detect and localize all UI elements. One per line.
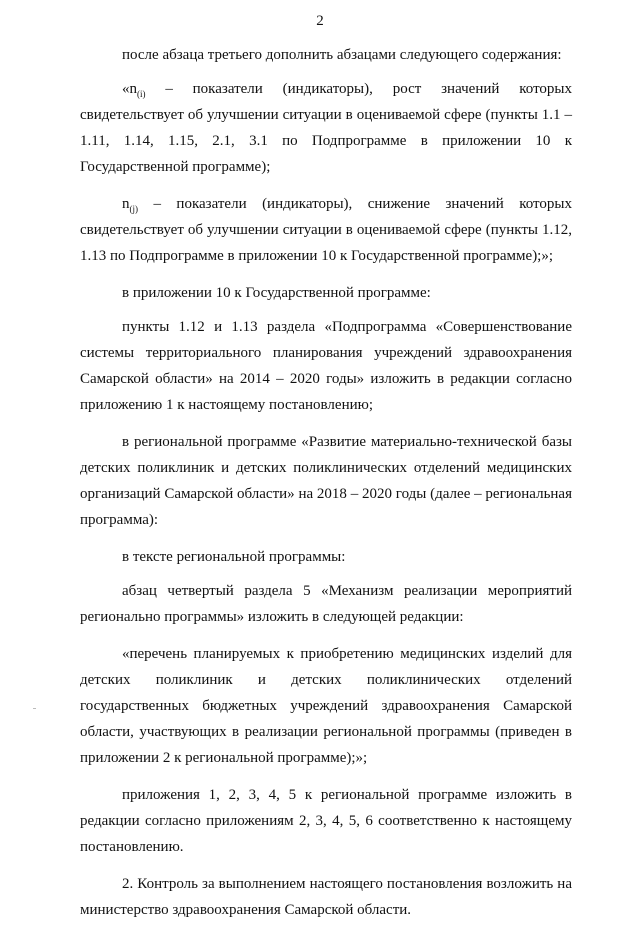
paragraph-items-1-12-1-13: пункты 1.12 и 1.13 раздела «Подпрограмма «Совершенствование системы территориального планирования учреждений здравоохранения Самарской области» на 2014 – 2020 годы» изложить в редакции согласно приложению 1 к настоящему постановлению; bbox=[80, 319, 572, 413]
paragraph-intro: после абзаца третьего дополнить абзацами следующего содержания: bbox=[122, 47, 562, 63]
paragraph-appendix-10: в приложении 10 к Государственной программе: bbox=[122, 285, 431, 301]
paragraph-section-5: абзац четвертый раздела 5 «Механизм реализации мероприятий регионально программы» изложить в следующей редакции: bbox=[80, 583, 572, 625]
indicator-symbol: n bbox=[122, 196, 130, 212]
scan-margin-mark bbox=[33, 708, 36, 709]
paragraph-regional-program-text: в тексте региональной программы: bbox=[122, 549, 346, 565]
paragraph-control: 2. Контроль за выполнением настоящего постановления возложить на министерство здравоохранения Самарской области. bbox=[80, 876, 572, 918]
indicator-description: – показатели (индикаторы), рост значений которых свидетельствует об улучшении ситуации в оцениваемой сфере (пункты 1.1 – 1.11, 1.14, 1.15, 2.1, 3.1 по Подпрограмме в приложении 10 к Государственной программе); bbox=[80, 81, 572, 175]
paragraph-indicator-growth bbox=[80, 76, 572, 180]
document-body bbox=[80, 42, 572, 934]
indicator-subscript: (i) bbox=[137, 89, 146, 99]
indicator-description: – показатели (индикаторы), снижение значений которых свидетельствует об улучшении ситуации в оцениваемой сфере (пункты 1.12, 1.13 по Подпрограмме в приложении 10 к Государственной программе);»; bbox=[80, 196, 572, 264]
indicator-symbol: «n bbox=[122, 81, 137, 97]
paragraph-indicator-decline bbox=[80, 191, 572, 269]
page-number: 2 bbox=[316, 13, 324, 29]
indicator-subscript: (j) bbox=[129, 204, 138, 214]
paragraph-regional-program: в региональной программе «Развитие материально-технической базы детских поликлиник и детских поликлинических отделений медицинских организаций Самарской области» на 2018 – 2020 годы (далее – региональная программа): bbox=[80, 434, 572, 528]
paragraph-appendices: приложения 1, 2, 3, 4, 5 к региональной программе изложить в редакции согласно приложениям 2, 3, 4, 5, 6 соответственно к настоящему постановлению. bbox=[80, 787, 572, 855]
paragraph-medical-devices-list: «перечень планируемых к приобретению медицинских изделий для детских поликлиник и детских поликлинических отделений государственных бюджетных учреждений здравоохранения Самарской области, участвующих в реализации региональной программы (приведен в приложении 2 к региональной программе);»; bbox=[80, 646, 572, 766]
